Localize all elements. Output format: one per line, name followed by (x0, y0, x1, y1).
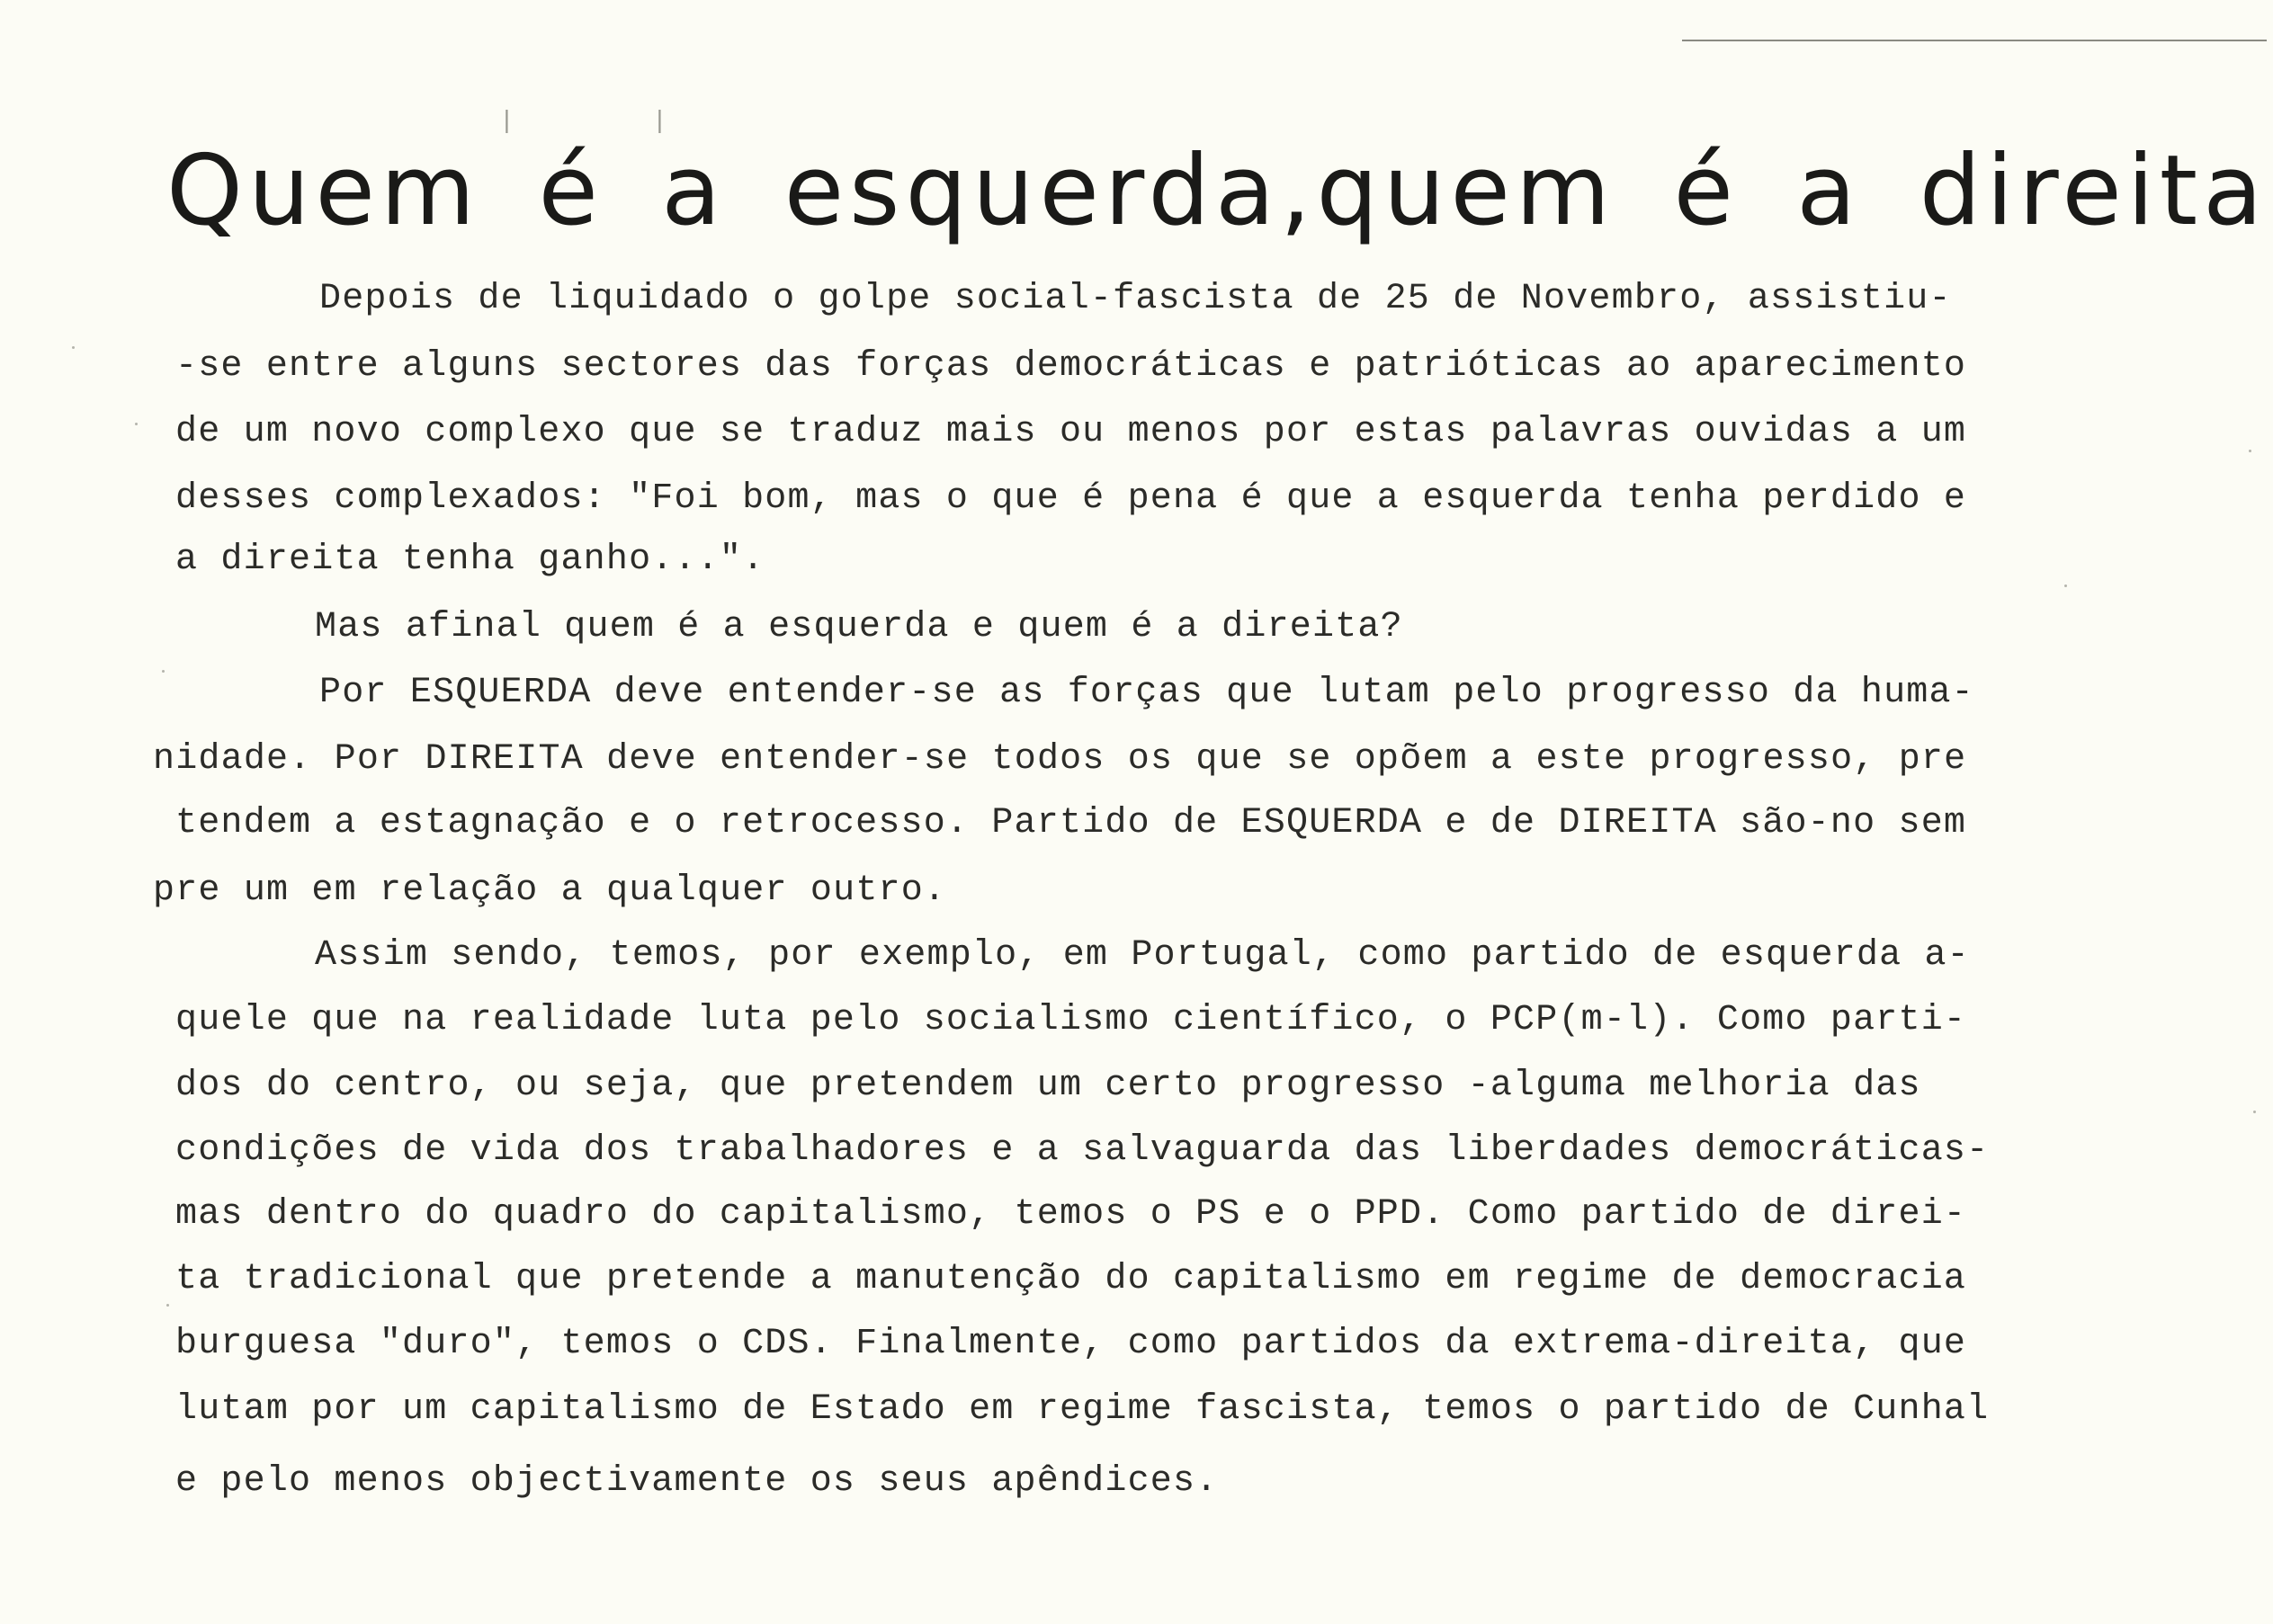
text-line: mas dentro do quadro do capitalismo, temos o PS e o PPD. Como partido de direi- (175, 1194, 1967, 1235)
text-line: Por ESQUERDA deve entender-se as forças que lutam pelo progresso da huma- (319, 673, 1974, 713)
text-line: dos do centro, ou seja, que pretendem um certo progresso -alguma melhoria das (175, 1066, 1921, 1106)
page-title: Quem é a esquerda,quem é a direita (166, 135, 2269, 247)
margin-mark: | (499, 108, 515, 136)
paper-speck (2253, 1111, 2256, 1113)
text-line: Assim sendo, temos, por exemplo, em Portugal, como partido de esquerda a- (315, 935, 1970, 976)
paper-speck (72, 346, 75, 349)
text-line: burguesa "duro", temos o CDS. Finalmente, como partidos da extrema-direita, que (175, 1324, 1967, 1364)
text-line: ta tradicional que pretende a manutenção do capitalismo em regime de democracia (175, 1259, 1967, 1299)
paper-speck (2249, 450, 2251, 452)
text-line: -se entre alguns sectores das forças democráticas e patrióticas ao aparecimento (175, 346, 1967, 387)
paper-speck (162, 670, 165, 673)
text-line: Depois de liquidado o golpe social-fascista de 25 de Novembro, assistiu- (319, 279, 1952, 319)
text-line: pre um em relação a qualquer outro. (153, 870, 947, 911)
text-line: de um novo complexo que se traduz mais ou menos por estas palavras ouvidas a um (175, 412, 1967, 452)
text-line: quele que na realidade luta pelo socialismo científico, o PCP(m-l). Como parti- (175, 1000, 1967, 1040)
text-line: e pelo menos objectivamente os seus apêndices. (175, 1461, 1219, 1502)
paper-speck (135, 423, 138, 425)
text-line: Mas afinal quem é a esquerda e quem é a direita? (315, 607, 1403, 647)
margin-mark: | (652, 108, 667, 136)
text-line: condições de vida dos trabalhadores e a salvaguarda das liberdades democráticas- (175, 1130, 1990, 1171)
text-line: desses complexados: "Foi bom, mas o que é pena é que a esquerda tenha perdido e (175, 478, 1967, 519)
text-line: lutam por um capitalismo de Estado em regime fascista, temos o partido de Cunhal (175, 1389, 1990, 1430)
paper-speck (2064, 584, 2067, 587)
text-line: nidade. Por DIREITA deve entender-se todos os que se opõem a este progresso, pre (153, 739, 1967, 780)
text-line: tendem a estagnação e o retrocesso. Partido de ESQUERDA e de DIREITA são-no sem (175, 803, 1967, 843)
text-line: a direita tenha ganho...". (175, 540, 765, 580)
paper-speck (166, 1304, 169, 1307)
top-edge-rule (1682, 40, 2267, 41)
